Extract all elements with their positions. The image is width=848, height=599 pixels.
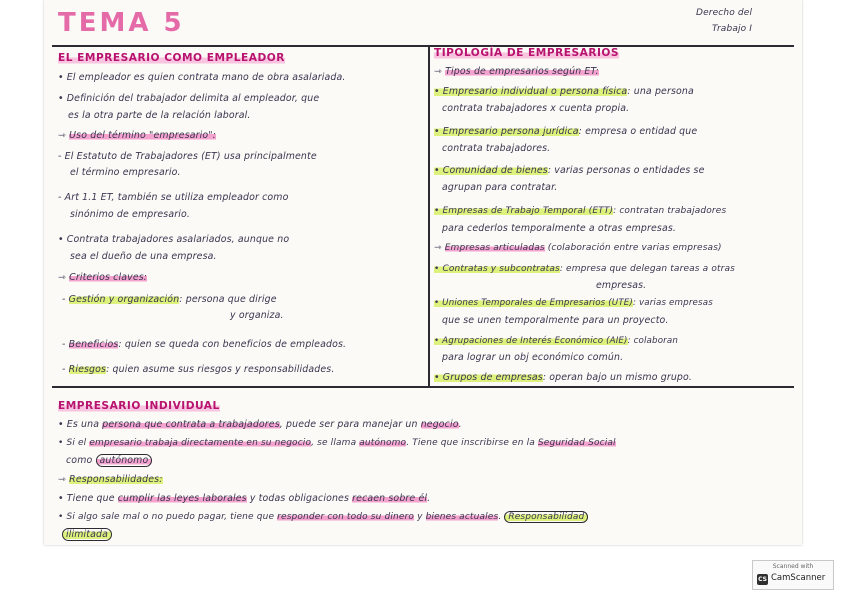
- bottom-line-6: [62, 529, 112, 540]
- grupos-term: • Grupos de empresas: [434, 372, 543, 383]
- uso-line: [58, 130, 216, 141]
- aie-term: • Agrupaciones de Interés Económico (AIE): [434, 336, 628, 346]
- left-p2b: es la otra parte de la relación laboral.: [68, 110, 251, 121]
- grupos-line: • Grupos de empresas: operan bajo un mismo grupo.: [434, 372, 693, 383]
- individual-line-b: contrata trabajadores x cuenta propia.: [442, 103, 630, 114]
- scanned-with-label: Scanned with: [772, 563, 814, 570]
- notes-sheet: [44, 0, 802, 545]
- aie-line: • Agrupaciones de Interés Económico (AIE): colaboran: [434, 336, 679, 346]
- camscanner-logo-icon: CS: [758, 576, 767, 583]
- contratas-line-b: empresas.: [596, 280, 647, 291]
- bottom-heading: EMPRESARIO INDIVIDUAL: [58, 400, 220, 412]
- bottom-line-1: • Es una persona que contrata a trabajadores, puede ser para manejar un negocio.: [58, 419, 462, 430]
- bottom-line-2: • Si el empresario trabaja directamente en su negocio, se llama autónomo. Tiene que inscribirse en la Seguridad Social: [58, 438, 616, 448]
- articuladas-line: ⇾ Empresas articuladas (colaboración entre varias empresas): [434, 243, 722, 253]
- subject-line-2: Trabajo I: [712, 24, 753, 34]
- arrow-icon: ⇾: [58, 130, 67, 141]
- responsabilidades-line: [58, 474, 163, 485]
- responsabilidades-label: Responsabilidades:: [69, 474, 163, 485]
- arrow-icon: ⇾: [434, 66, 443, 77]
- ilimitada-circled: ilimitada: [62, 528, 112, 541]
- criterios-line: [58, 272, 147, 283]
- left-p1: • El empleador es quien contrata mano de obra asalariada.: [58, 72, 346, 83]
- beneficios-term: Beneficios: [68, 339, 119, 350]
- comunidad-line-b: agrupan para contratar.: [442, 182, 558, 193]
- column-divider: [428, 45, 430, 387]
- bottom-line-3: como autónomo: [66, 455, 152, 466]
- beneficios-line: - Beneficios: quien se queda con beneficios de empleados.: [62, 339, 347, 350]
- riesgos-line: - Riesgos: quien asume sus riesgos y responsabilidades.: [62, 364, 335, 375]
- juridica-line: • Empresario persona jurídica: empresa o entidad que: [434, 126, 698, 137]
- gestion-term: Gestión y organización: [68, 294, 180, 305]
- individual-line: • Empresario individual o persona física: una persona: [434, 86, 694, 97]
- left-p2a: • Definición del trabajador delimita al empleador, que: [58, 93, 320, 104]
- left-et-a: - El Estatuto de Trabajadores (ET) usa principalmente: [58, 151, 317, 162]
- tipos-label: Tipos de empresarios según ET:: [445, 66, 599, 77]
- left-art-b: sinónimo de empresario.: [70, 209, 190, 220]
- contratas-term: • Contratas y subcontratas: [434, 264, 560, 274]
- left-art-a: - Art 1.1 ET, también se utiliza empleador como: [58, 192, 289, 203]
- camscanner-name: CamScanner: [771, 573, 826, 583]
- header-divider: [52, 45, 794, 47]
- criterios-label: Criterios claves:: [69, 272, 148, 283]
- bottom-line-5: • Si algo sale mal o no puedo pagar, tiene que responder con todo su dinero y bienes actuales. Responsabilidad: [58, 512, 588, 522]
- gestion-line-b: y organiza.: [230, 310, 284, 321]
- bottom-line-4: • Tiene que cumplir las leyes laborales y todas obligaciones recaen sobre él.: [58, 493, 431, 504]
- aie-line-b: para lograr un obj económico común.: [442, 352, 624, 363]
- camscanner-badge: [752, 560, 834, 590]
- section-divider: [52, 386, 794, 388]
- page-title: TEMA 5: [58, 8, 185, 38]
- tipos-line: [434, 66, 599, 77]
- responsabilidad-circled: Responsabilidad: [504, 511, 588, 523]
- left-con-a: • Contrata trabajadores asalariados, aunque no: [58, 234, 290, 245]
- gestion-line: - Gestión y organización: persona que dirige: [62, 294, 277, 305]
- subject-line-1: Derecho del: [696, 8, 753, 18]
- right-heading: TIPOLOGÍA DE EMPRESARIOS: [434, 47, 620, 59]
- ute-line: • Uniones Temporales de Empresarios (UTE): varias empresas: [434, 298, 713, 308]
- comunidad-line: • Comunidad de bienes: varias personas o entidades se: [434, 165, 705, 176]
- arrow-icon: ⇾: [434, 243, 442, 253]
- uso-label: Uso del término "empresario":: [69, 130, 217, 141]
- riesgos-term: Riesgos: [68, 364, 107, 375]
- articuladas-term: Empresas articuladas: [444, 243, 545, 253]
- ute-term: • Uniones Temporales de Empresarios (UTE): [434, 298, 633, 308]
- ett-line-b: para cederlos temporalmente a otras empresas.: [442, 223, 677, 234]
- arrow-icon: ⇾: [58, 272, 67, 283]
- ute-line-b: que se unen temporalmente para un proyecto.: [442, 315, 669, 326]
- left-et-b: el término empresario.: [70, 167, 181, 178]
- left-heading: EL EMPRESARIO COMO EMPLEADOR: [58, 52, 285, 64]
- left-con-b: sea el dueño de una empresa.: [70, 251, 217, 262]
- juridica-term: • Empresario persona jurídica: [434, 126, 579, 137]
- contratas-line: • Contratas y subcontratas: empresa que delegan tareas a otras: [434, 264, 736, 274]
- ett-line: • Empresas de Trabajo Temporal (ETT): contratan trabajadores: [434, 206, 727, 216]
- juridica-line-b: contrata trabajadores.: [442, 143, 551, 154]
- ett-term: • Empresas de Trabajo Temporal (ETT): [434, 206, 614, 216]
- arrow-icon: ⇾: [58, 474, 67, 485]
- comunidad-term: • Comunidad de bienes: [434, 165, 548, 176]
- individual-term: • Empresario individual o persona física: [434, 86, 628, 97]
- autonomo-circled: autónomo: [96, 454, 153, 467]
